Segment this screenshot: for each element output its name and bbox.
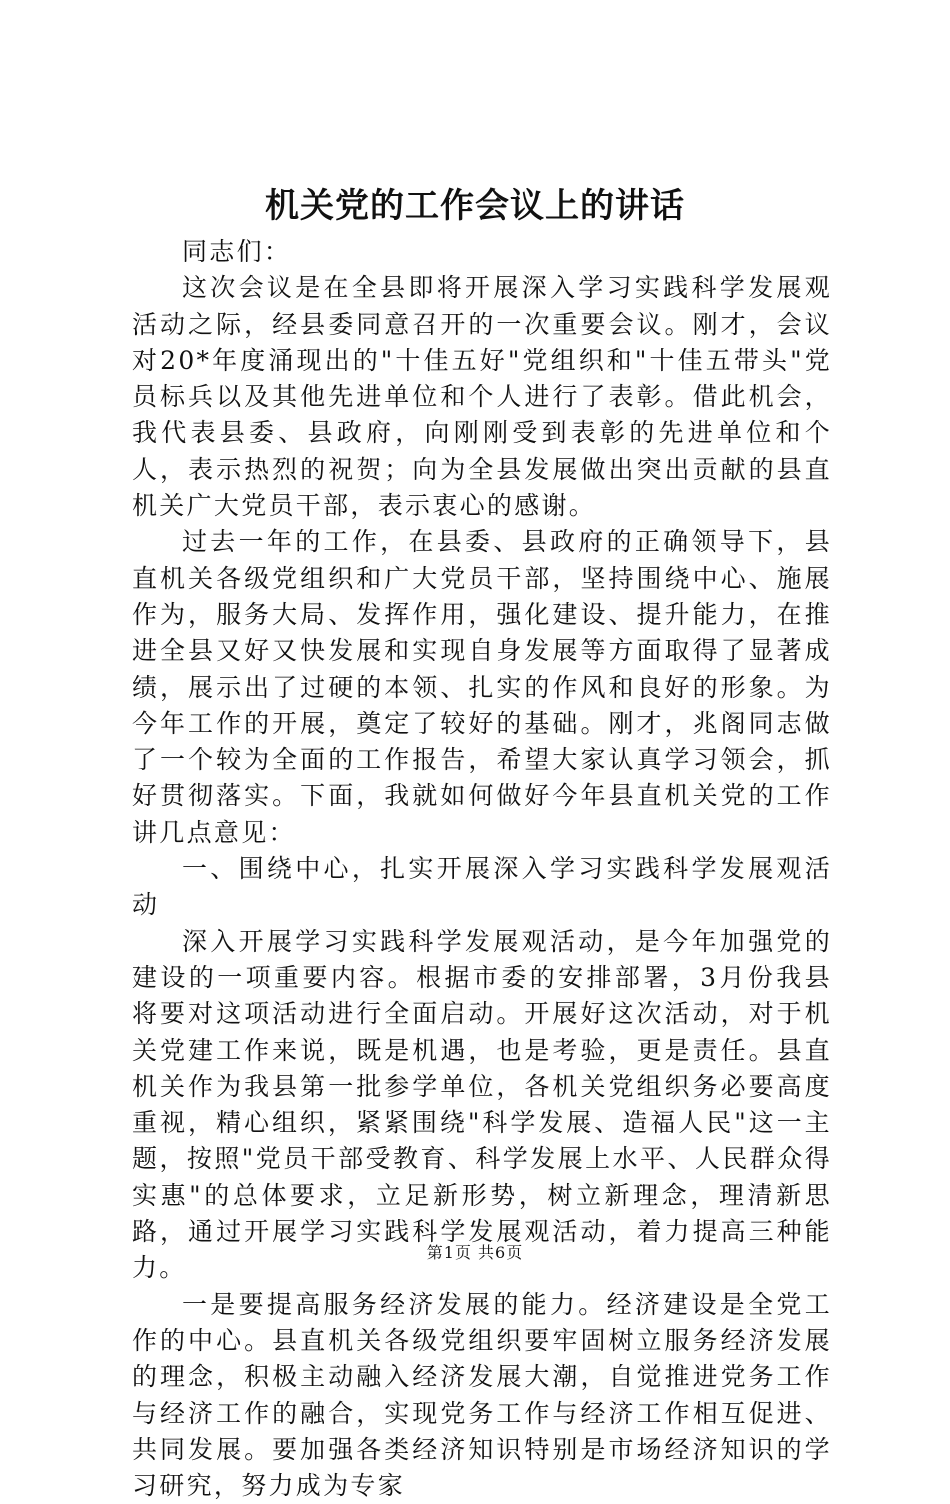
document-title: 机关党的工作会议上的讲话: [265, 186, 685, 226]
section-heading: 一、围绕中心，扎实开展深入学习实践科学发展观活动: [132, 854, 832, 920]
body-paragraph: 这次会议是在全县即将开展深入学习实践科学发展观活动之际，经县委同意召开的一次重要会议。刚才，会议对20*年度涌现出的"十佳五好"党组织和"十佳五带头"党员标兵以及其他先进单位和个人进行了表彰。借此机会，我代表县委、县政府，向刚刚受到表彰的先进单位和个人，表示热烈的祝贺；向为全县发展做出突出贡献的县直机关广大党员干部，表示衷心的感谢。: [132, 273, 832, 521]
document-body: [132, 234, 832, 1504]
body-paragraph: 一是要提高服务经济发展的能力。经济建设是全党工作的中心。县直机关各级党组织要牢固树立服务经济发展的理念，积极主动融入经济发展大潮，自觉推进党务工作与经济工作的融合，实现党务工作与经济工作相互促进、共同发展。要加强各类经济知识特别是市场经济知识的学习研究，努力成为专家: [132, 1289, 832, 1501]
page-footer: 第1页 共6页: [426, 1243, 524, 1262]
body-paragraph: 过去一年的工作，在县委、县政府的正确领导下，县直机关各级党组织和广大党员干部，坚持围绕中心、施展作为，服务大局、发挥作用，强化建设、提升能力，在推进全县又好又快发展和实现自身发展等方面取得了显著成绩，展示出了过硬的本领、扎实的作风和良好的形象。为今年工作的开展，奠定了较好的基础。刚才，兆阁同志做了一个较为全面的工作报告，希望大家认真学习领会，抓好贯彻落实。下面，我就如何做好今年县直机关党的工作讲几点意见：: [132, 527, 832, 847]
body-paragraph: 深入开展学习实践科学发展观活动，是今年加强党的建设的一项重要内容。根据市委的安排部署，3月份我县将要对这项活动进行全面启动。开展好这次活动，对于机关党建工作来说，既是机遇，也是考验，更是责任。县直机关作为我县第一批参学单位，各机关党组织务必要高度重视，精心组织，紧紧围绕"科学发展、造福人民"这一主题，按照"党员干部受教育、科学发展上水平、人民群众得实惠"的总体要求，立足新形势，树立新理念，理清新思路，通过开展学习实践科学发展观活动，着力提高三种能力。: [132, 926, 832, 1283]
salutation-paragraph: 同志们：: [182, 237, 292, 266]
